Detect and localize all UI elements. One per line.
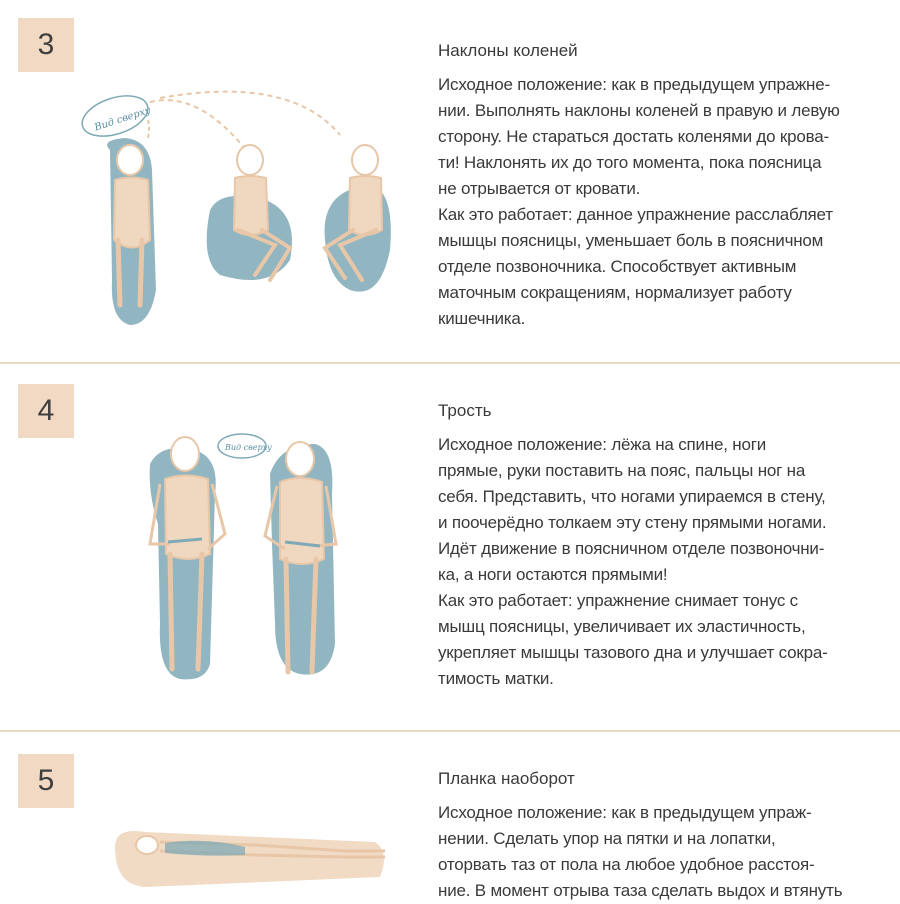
text-line: прямые, руки поставить на пояс, пальцы ног на [438, 461, 806, 480]
text-line: сторону. Не стараться достать коленями до крова- [438, 127, 830, 146]
top-view-bubble [218, 434, 272, 458]
exercise-title: Планка наоборот [438, 769, 575, 788]
exercise-number-badge: 5 [18, 754, 74, 808]
text-line: мышц поясницы, увеличивает их эластичность, [438, 617, 806, 636]
text-line: оторвать таз от пола на любое удобное расстоя- [438, 855, 815, 874]
starting-position-text [438, 72, 854, 202]
text-line: тимость матки. [438, 669, 554, 688]
text-line: Исходное положение: как в предыдущем упражне- [438, 75, 830, 94]
text-line: маточным сокращениям, нормализует работу [438, 283, 792, 302]
reverse-plank-illustration [105, 807, 395, 897]
how-it-works-text [438, 202, 854, 332]
text-line: укрепляет мышцы тазового дна и улучшает сокра- [438, 643, 828, 662]
top-view-bubble [77, 88, 153, 143]
text-line: Исходное положение: лёжа на спине, ноги [438, 435, 767, 454]
text-line: нении. Сделать упор на пятки и на лопатки, [438, 829, 776, 848]
text-line: не отрывается от кровати. [438, 179, 641, 198]
text-line: и поочерёдно толкаем эту стену прямыми ногами. [438, 513, 827, 532]
exercise-number-badge: 4 [18, 384, 74, 438]
exercise-title: Трость [438, 401, 492, 420]
text-line: Исходное положение: как в предыдущем упраж- [438, 803, 812, 822]
exercise-section-4 [0, 364, 900, 730]
text-line: отделе позвоночника. Способствует активным [438, 257, 797, 276]
figure-knees-right [325, 145, 391, 292]
how-it-works-text [438, 588, 854, 692]
text-line: ние. В момент отрыва таза сделать выдох и втянуть [438, 881, 843, 900]
text-line: Как это работает: данное упражнение расслабляет [438, 205, 833, 224]
bubble-label: Вид сверху [225, 443, 272, 452]
text-line: мышцы поясницы, уменьшает боль в поясничном [438, 231, 824, 250]
dashed-arrow-icon [160, 92, 340, 135]
text-line: ти! Наклонять их до того момента, пока поясница [438, 153, 822, 172]
starting-position-text [438, 800, 854, 904]
dashed-arrow-icon [150, 100, 250, 155]
exercise-section-3 [0, 0, 900, 360]
text-line: Идёт движение в поясничном отделе позвоночни- [438, 539, 825, 558]
figure-lying [107, 138, 156, 325]
dashed-arrow-icon [148, 120, 149, 138]
text-line: себя. Представить, что ногами упираемся в стену, [438, 487, 826, 506]
starting-position-text [438, 432, 854, 588]
text-line: ка, а ноги остаются прямыми! [438, 565, 668, 584]
knee-tilt-illustration [70, 80, 470, 340]
text-line: нии. Выполнять наклоны коленей в правую и левую [438, 101, 840, 120]
exercise-title: Наклоны коленей [438, 41, 578, 60]
figure-right [265, 442, 336, 675]
bubble-label: Вид сверху [93, 105, 153, 134]
text-line: кишечника. [438, 309, 526, 328]
figure-left [150, 437, 225, 679]
cane-illustration [140, 424, 400, 684]
figure-knees-left [207, 145, 292, 280]
exercise-section-5 [0, 732, 900, 900]
text-line: Как это работает: упражнение снимает тонус с [438, 591, 798, 610]
exercise-number-badge: 3 [18, 18, 74, 72]
